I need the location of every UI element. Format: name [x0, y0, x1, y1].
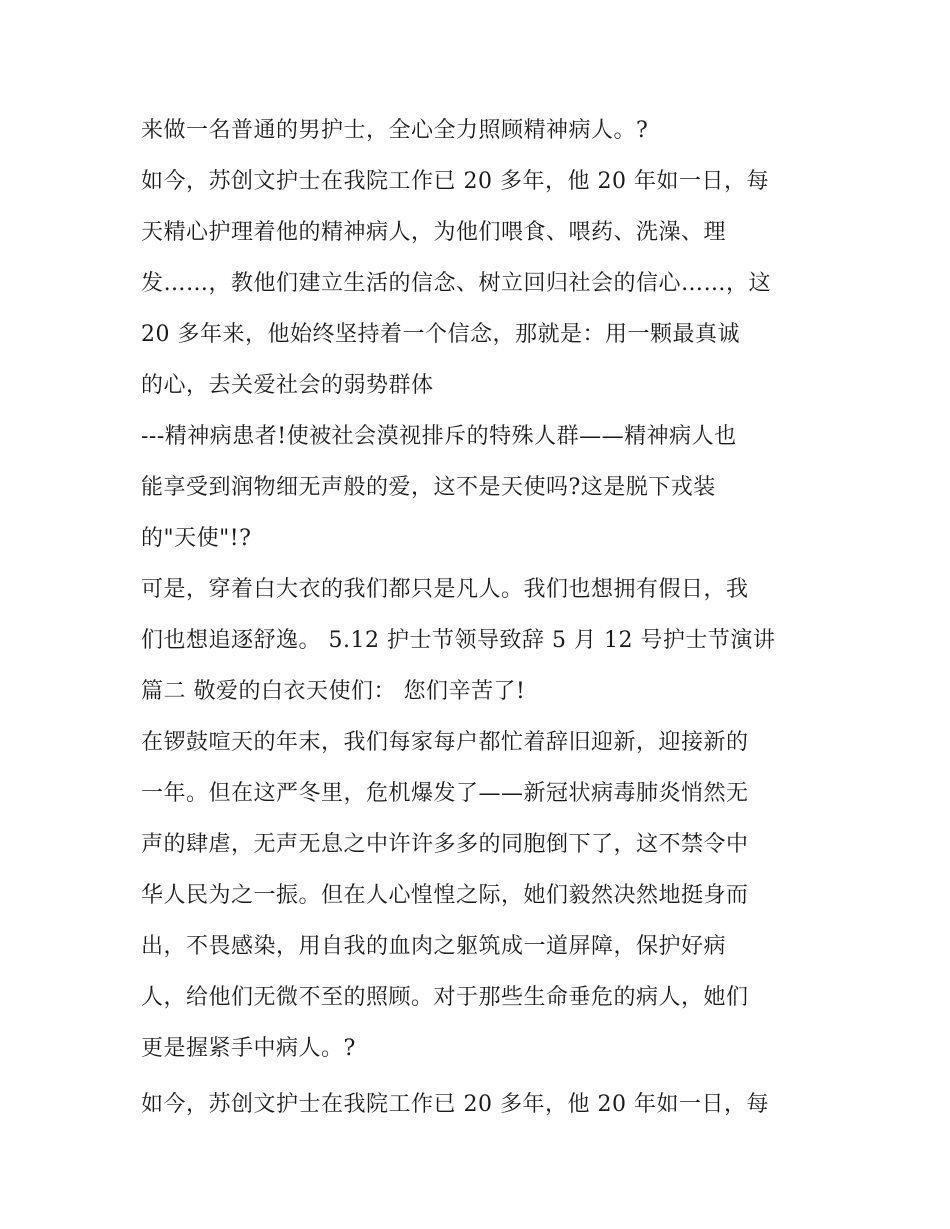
- text-line: 能享受到润物细无声般的爱，这不是天使吗?这是脱下戎装: [141, 475, 716, 500]
- text-line: 发……，教他们建立生活的信念、树立回归社会的信心……，这: [141, 271, 772, 296]
- text-line: 如今，苏创文护士在我院工作已 20 多年，他 20 年如一日，每: [141, 169, 769, 194]
- text-line: 如今，苏创文护士在我院工作已 20 多年，他 20 年如一日，每: [141, 1092, 769, 1117]
- text-line: ---精神病患者!使被社会漠视排斥的特殊人群——精神病人也: [141, 424, 737, 449]
- text-line: 一年。但在这严冬里，危机爆发了——新冠状病毒肺炎悄然无: [141, 781, 749, 806]
- text-line: 的"天使"!?: [141, 526, 252, 551]
- document-body: [141, 108, 821, 1133]
- text-line: 华人民为之一振。但在人心惶惶之际，她们毅然决然地挺身而: [141, 883, 749, 908]
- text-line: 人，给他们无微不至的照顾。对于那些生命垂危的病人，她们: [141, 985, 749, 1010]
- text-line: 可是，穿着白大衣的我们都只是凡人。我们也想拥有假日，我: [141, 577, 749, 602]
- text-line: 来做一名普通的男护士，全心全力照顾精神病人。?: [141, 118, 649, 143]
- text-line: 声的肆虐，无声无息之中许许多多的同胞倒下了，这不禁令中: [141, 832, 749, 857]
- text-line: 出，不畏感染，用自我的血肉之躯筑成一道屏障，保护好病: [141, 934, 727, 959]
- text-line: 天精心护理着他的精神病人，为他们喂食、喂药、洗澡、理: [141, 220, 727, 245]
- text-line: 的心，去关爱社会的弱势群体: [141, 373, 434, 398]
- text-line: 们也想追逐舒逸。 5.12 护士节领导致辞 5 月 12 号护士节演讲: [141, 628, 776, 653]
- text-line: 篇二 敬爱的白衣天使们： 您们辛苦了!: [141, 679, 526, 704]
- text-line: 在锣鼓喧天的年末，我们每家每户都忙着辞旧迎新，迎接新的: [141, 730, 749, 755]
- text-line: 更是握紧手中病人。?: [141, 1036, 356, 1061]
- text-line: 20 多年来，他始终坚持着一个信念，那就是：用一颗最真诚: [141, 322, 740, 347]
